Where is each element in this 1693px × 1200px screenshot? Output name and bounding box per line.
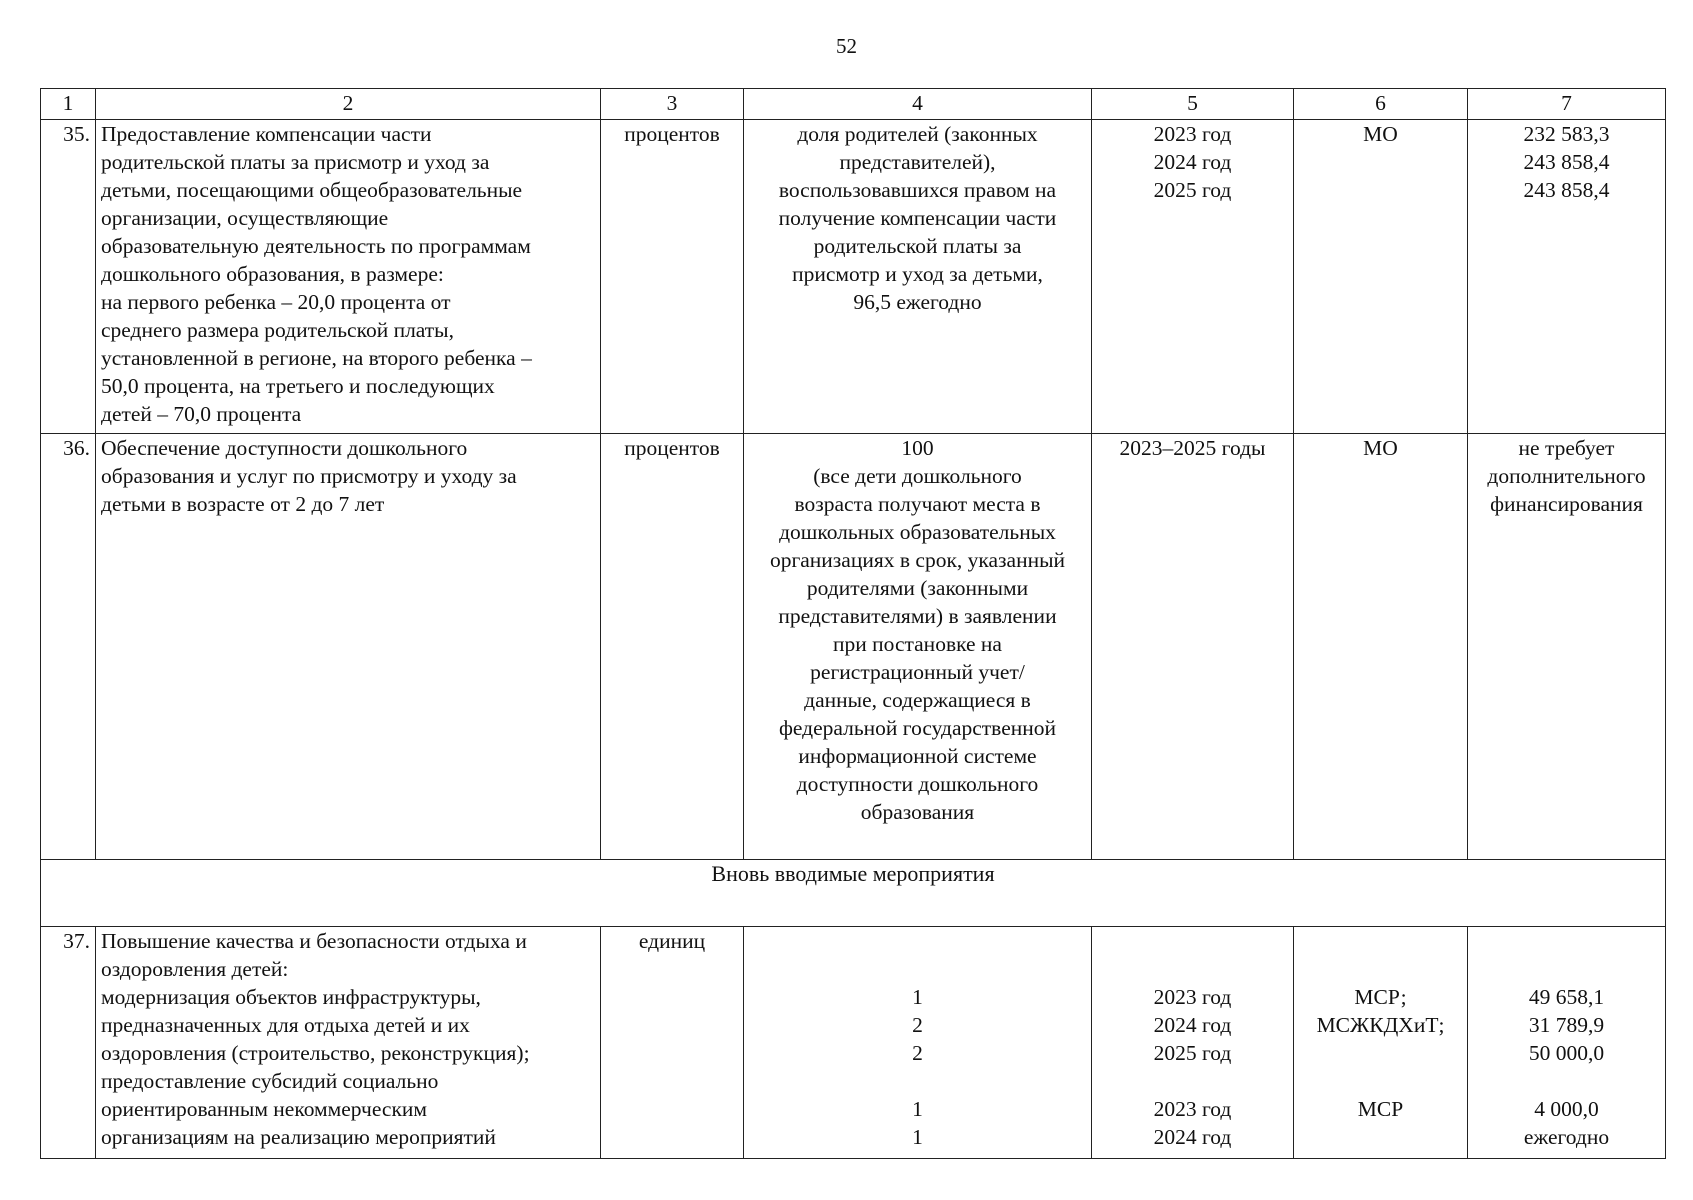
section-heading-row	[41, 860, 1666, 927]
table-row	[41, 927, 1666, 1159]
measures-table	[40, 88, 1666, 1159]
row-unit: процентов	[601, 120, 744, 434]
header-col-3: 3	[601, 89, 744, 120]
row-executor: МСР; МСЖКДХиТ; МСР	[1294, 927, 1468, 1159]
row-description: Повышение качества и безопасности отдыха и оздоровления детей: модернизация объектов инфраструктуры, предназначенных для отдыха детей и их оздоровления (строительство, реконструкция); предоставление субсидий социально ориентированным некоммерческим организациям на реализацию мероприятий	[96, 927, 601, 1159]
row-number: 37.	[41, 927, 96, 1159]
row-funding: не требует дополнительного финансирования	[1468, 434, 1666, 860]
header-col-4: 4	[744, 89, 1092, 120]
row-funding: 49 658,1 31 789,9 50 000,0 4 000,0 ежегодно	[1468, 927, 1666, 1159]
row-period: 2023 год 2024 год 2025 год 2023 год 2024 год	[1092, 927, 1294, 1159]
table-row	[41, 120, 1666, 434]
row-indicator: 100 (все дети дошкольного возраста получают места в дошкольных образовательных организациях в срок, указанный родителями (законными представителями) в заявлении при постановке на регистрационный учет/ данные, содержащиеся в федеральной государственной информационной системе доступности дошкольного образования	[744, 434, 1092, 860]
row-period: 2023 год 2024 год 2025 год	[1092, 120, 1294, 434]
row-period: 2023–2025 годы	[1092, 434, 1294, 860]
header-col-5: 5	[1092, 89, 1294, 120]
row-unit: процентов	[601, 434, 744, 860]
row-description: Обеспечение доступности дошкольного образования и услуг по присмотру и уходу за детьми в возрасте от 2 до 7 лет	[96, 434, 601, 860]
page-number: 52	[836, 34, 857, 58]
row-number: 35.	[41, 120, 96, 434]
section-title: Вновь вводимые мероприятия	[41, 860, 1666, 927]
row-number: 36.	[41, 434, 96, 860]
header-col-7: 7	[1468, 89, 1666, 120]
header-col-2: 2	[96, 89, 601, 120]
row-executor: МО	[1294, 120, 1468, 434]
row-executor: МО	[1294, 434, 1468, 860]
header-row	[41, 89, 1666, 120]
header-col-6: 6	[1294, 89, 1468, 120]
row-indicator: доля родителей (законных представителей), воспользовавшихся правом на получение компенсации части родительской платы за присмотр и уход за детьми, 96,5 ежегодно	[744, 120, 1092, 434]
row-indicator: 1 2 2 1 1	[744, 927, 1092, 1159]
row-funding: 232 583,3 243 858,4 243 858,4	[1468, 120, 1666, 434]
row-unit: единиц	[601, 927, 744, 1159]
table-row	[41, 434, 1666, 860]
header-col-1: 1	[41, 89, 96, 120]
row-description: Предоставление компенсации части родительской платы за присмотр и уход за детьми, посещающими общеобразовательные организации, осуществляющие образовательную деятельность по программам дошкольного образования, в размере: на первого ребенка – 20,0 процента от среднего размера родительской платы, установленной в регионе, на второго ребенка – 50,0 процента, на третьего и последующих детей – 70,0 процента	[96, 120, 601, 434]
